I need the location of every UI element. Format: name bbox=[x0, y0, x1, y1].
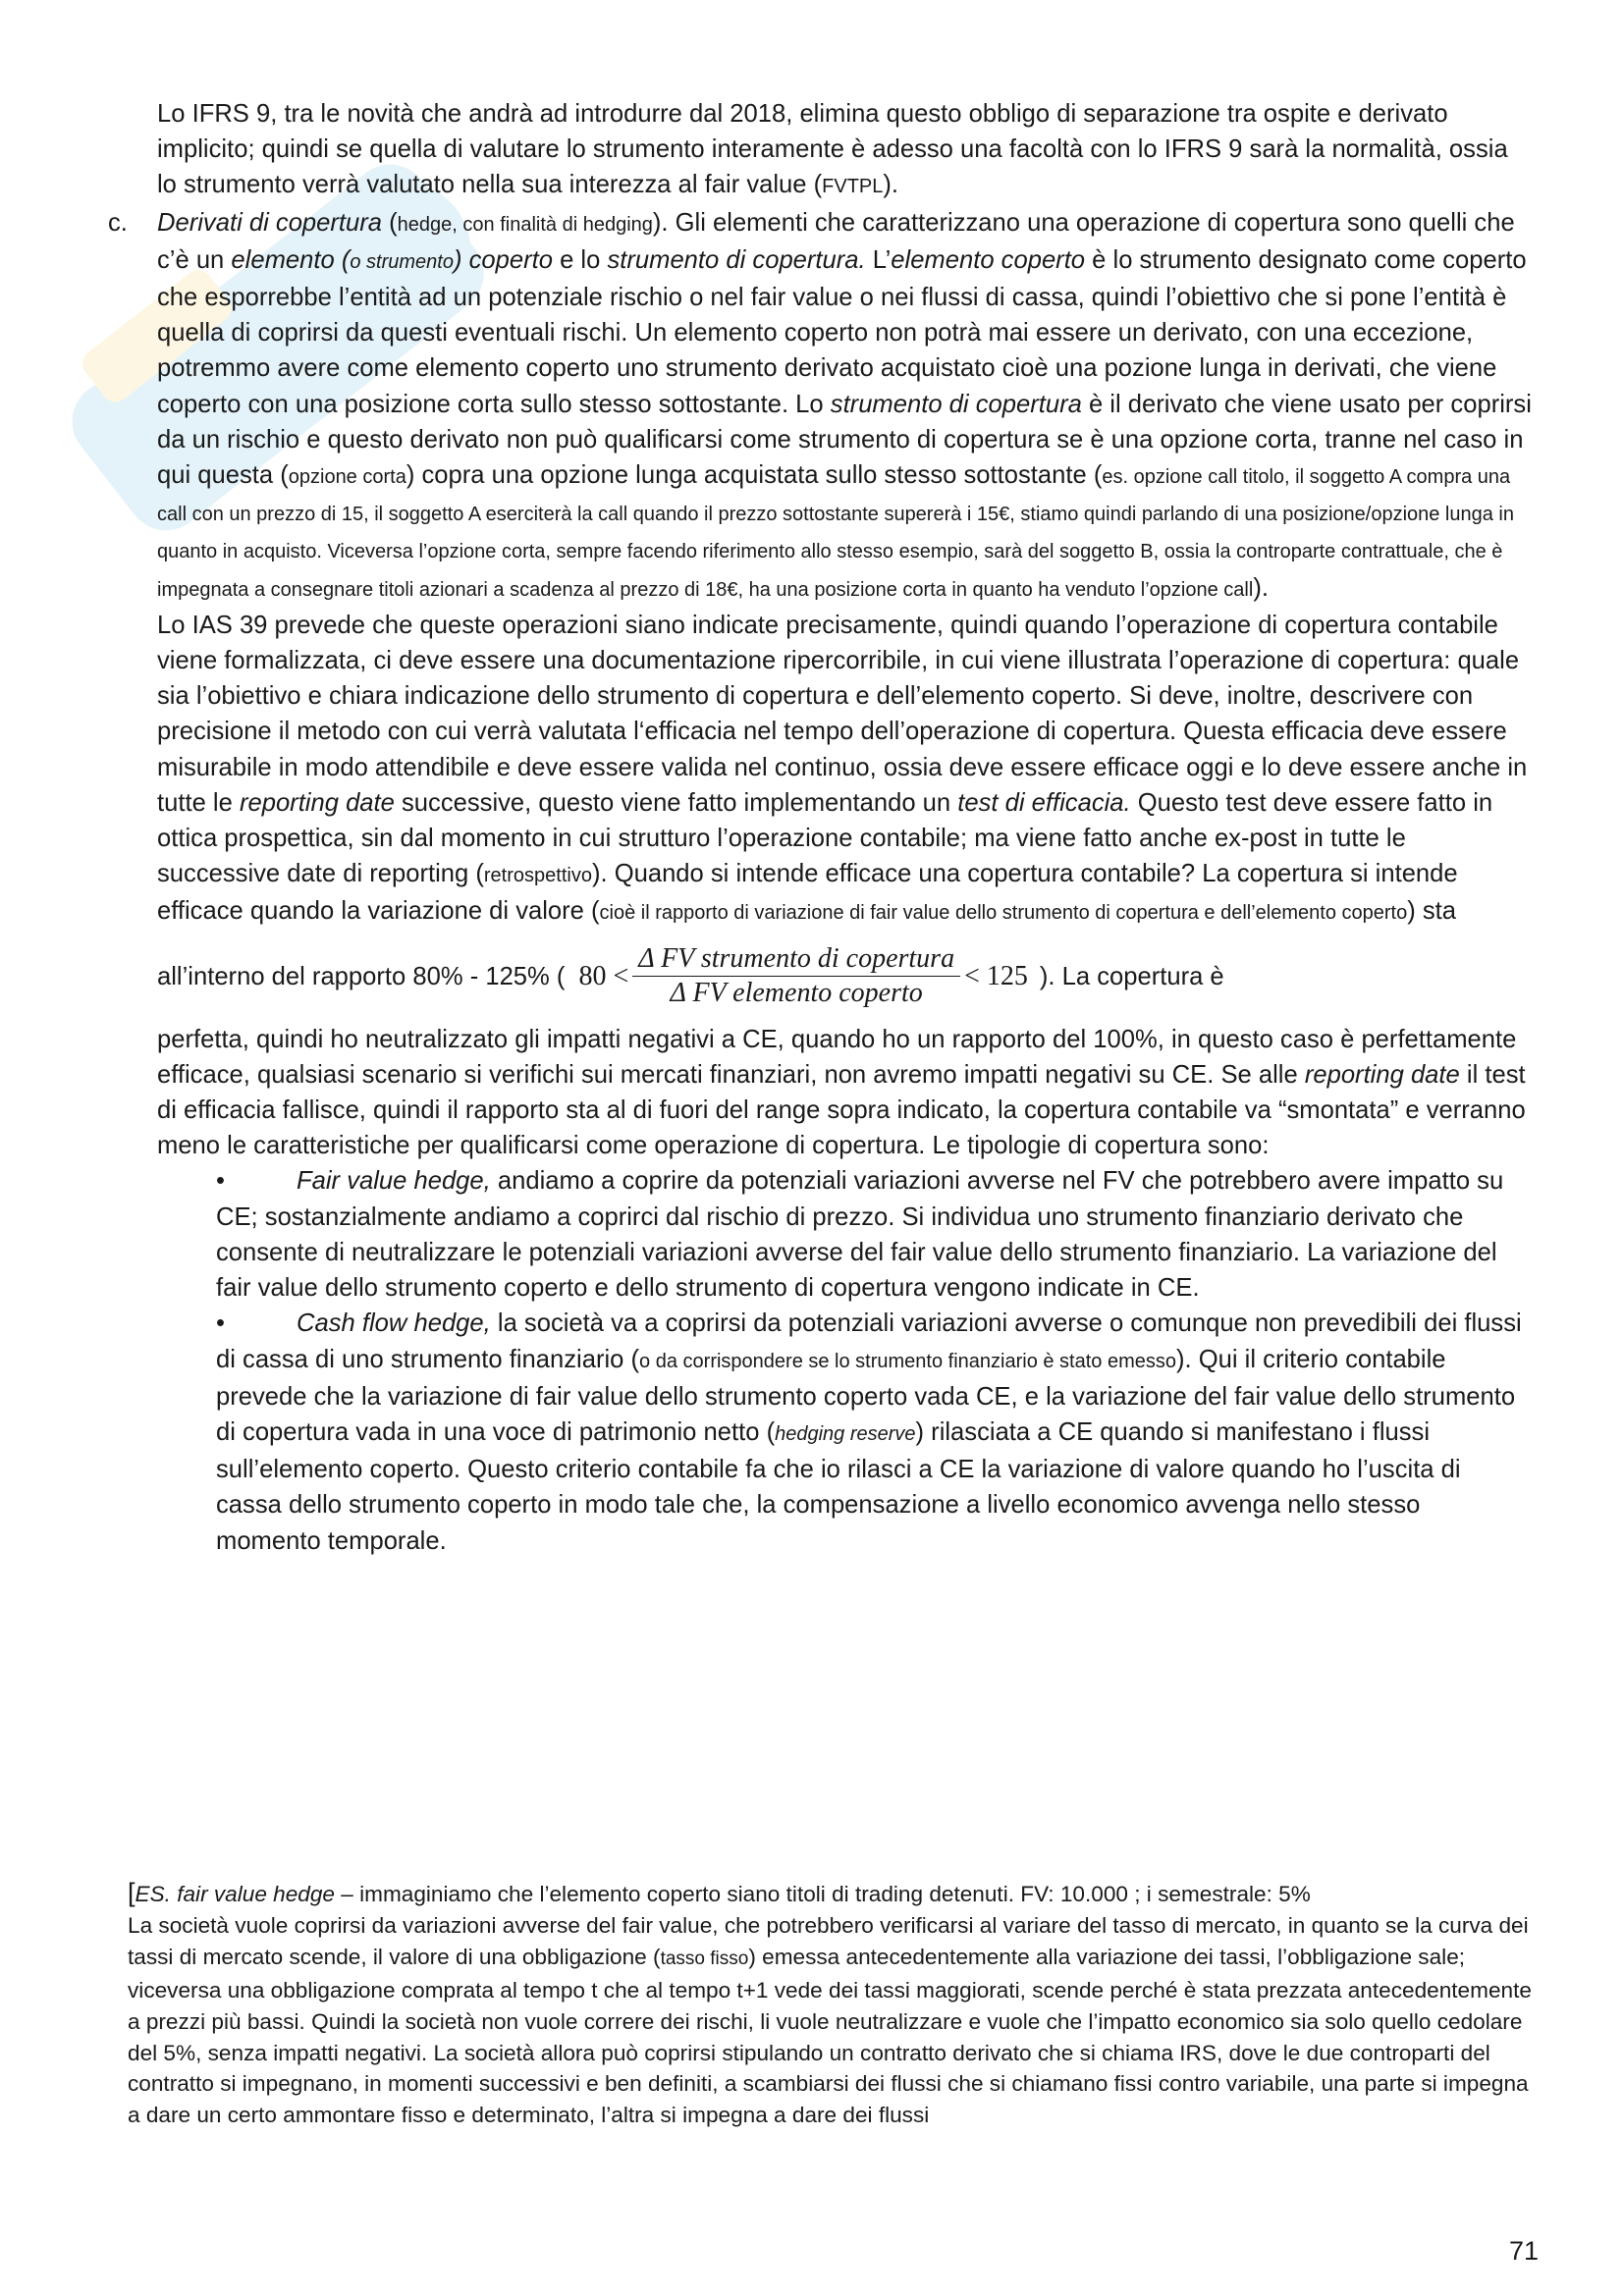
text: è lo strumento designato come coperto che esporrebbe l’entità ad un potenziale rischio o nel fair value o nei flussi di cassa, quindi l’obiettivo che si pone l’entità è quella di coprirsi da questi eventuali rischi. Un elemento coperto non potrà mai essere un derivato, con una eccezione, potremmo avere come elemento coperto uno strumento derivato acquistato cioè una pozione lunga in derivati, che viene coperto con una posizione corta sullo stesso sottostante. Lo bbox=[157, 245, 1527, 418]
formula-denominator: Δ FV elemento coperto bbox=[670, 978, 923, 1009]
formula-numerator: Δ FV strumento di copertura bbox=[632, 942, 960, 977]
small-text: hedge, con finalità di hedging bbox=[397, 213, 653, 236]
bullet-title: Fair value hedge, bbox=[297, 1167, 491, 1196]
text: Questo test deve essere fatto in ottica prospettica, sin dal momento in cui strutturo l’operazione contabile; ma viene fatto anche ex-post in tutte le successive date di reporting ( bbox=[157, 788, 1493, 888]
italic-text: elemento coperto bbox=[891, 245, 1086, 274]
text: L’ bbox=[865, 245, 892, 274]
italic-text: ) coperto bbox=[453, 245, 553, 274]
page-number: 71 bbox=[1509, 2236, 1540, 2266]
small-text: cioè il rapporto di variazione di fair value dello strumento di copertura e dell’elemento coperto bbox=[599, 902, 1408, 925]
paragraph-efficacia bbox=[157, 1022, 1532, 1164]
small-text: retrospettivo bbox=[483, 865, 592, 887]
italic-text: strumento di copertura. bbox=[607, 245, 866, 274]
bullet-title: Cash flow hedge, bbox=[297, 1309, 491, 1338]
bullet-text bbox=[216, 1306, 1532, 1558]
small-text: o strumento bbox=[350, 250, 454, 273]
text: il test di efficacia fallisce, quindi il rapporto sta al di fuori del range sopra indicato, la copertura contabile va “smontata” e verranno meno le caratteristiche per qualificarsi come operazione di copertura. Le tipologie di copertura sono: bbox=[157, 1060, 1526, 1160]
formula-lead-text: all’interno del rapporto 80% - 125% ( bbox=[157, 962, 566, 990]
formula-line bbox=[157, 932, 1532, 1022]
italic-text: test di efficacia. bbox=[957, 788, 1131, 817]
small-text: tasso fisso bbox=[660, 1948, 749, 1969]
item-title: Derivati di copertura bbox=[157, 208, 383, 237]
example-block bbox=[128, 1878, 1532, 2131]
bullet-dot: • bbox=[216, 1167, 225, 1196]
page-body bbox=[108, 96, 1532, 1559]
formula-upper-bound: < 125 bbox=[964, 960, 1028, 991]
formula-fraction bbox=[632, 942, 960, 1010]
italic-text: reporting date bbox=[239, 788, 395, 817]
text: Lo IAS 39 prevede che queste operazioni siano indicate precisamente, quindi quando l’operazione di copertura contabile viene formalizzata, ci deve essere una documentazione ripercorribile, in cui viene illustrata l’operazione di copertura: quale sia l’obiettivo e chiara indicazione dello strumento di copertura e dell’elemento coperto. Si deve, inoltre, descrivere con precisione il metodo con cui verrà valutata l‘efficacia nel tempo dell’operazione di copertura. Questa efficacia deve essere misurabile in modo attendibile e deve essere valida nel continuo, ossia deve essere efficace oggi e lo deve essere anche in tutte le bbox=[157, 611, 1528, 817]
text: ) copra una opzione lunga acquistata sullo stesso sottostante ( bbox=[406, 461, 1103, 490]
small-text: o da corrispondere se lo strumento finanziario è stato emesso bbox=[639, 1350, 1176, 1372]
text: ) sta bbox=[1407, 897, 1457, 926]
paragraph-ifrs9 bbox=[157, 96, 1532, 205]
formula-lower-bound: 80 < bbox=[578, 960, 629, 991]
paragraph-derivati-copertura bbox=[157, 205, 1532, 608]
small-text: opzione corta bbox=[288, 466, 406, 489]
bullet-fair-value-hedge bbox=[157, 1163, 1532, 1306]
example-intro bbox=[128, 1878, 1532, 1910]
paragraph-small-text: FVTPL bbox=[822, 176, 884, 198]
efficacy-formula bbox=[578, 942, 1027, 1010]
text: la società va a coprirsi da potenziali variazioni avverse o comunque non prevedibili dei flussi di cassa di uno strumento finanziario ( bbox=[216, 1309, 1522, 1373]
example-body bbox=[128, 1910, 1532, 2131]
text: ). Gli elementi che caratterizzano una operazione di copertura sono quelli che c’è un bbox=[157, 208, 1515, 274]
paragraph-ias39 bbox=[157, 608, 1532, 932]
bullet-dot: • bbox=[216, 1309, 225, 1338]
list-item-c bbox=[108, 205, 1532, 608]
text: ) rilasciata a CE quando si manifestano i flussi sull’elemento coperto. Questo criterio contabile fa che io rilasci a CE la variazione di valore quando ho l’uscita di cassa dello strumento coperto in modo tale che, la compensazione a livello economico avvenga nello stesso momento temporale. bbox=[216, 1417, 1461, 1555]
text: successive, questo viene fatto implementando un bbox=[394, 788, 958, 817]
text: andiamo a coprire da potenziali variazioni avverse nel FV che potrebbero avere impatto su CE; sostanzialmente andiamo a coprirci dal rischio di prezzo. Si individua uno strumento finanziario derivato che consente di neutralizzare le potenziali variazioni avverse del fair value dello strumento finanziario. La variazione del fair value dello strumento coperto e dello strumento di copertura vengono indicate in CE. bbox=[216, 1167, 1504, 1303]
text: è il derivato che viene usato per coprirsi da un rischio e questo derivato non può qualificarsi come strumento di copertura se è una opzione corta, tranne nel caso in qui questa ( bbox=[157, 390, 1532, 490]
text: ). bbox=[1253, 573, 1269, 602]
italic-text: reporting date bbox=[1304, 1060, 1460, 1089]
list-marker: c. bbox=[108, 208, 128, 237]
italic-text: strumento di copertura bbox=[830, 390, 1082, 418]
bullet-text bbox=[216, 1163, 1532, 1306]
text: perfetta, quindi ho neutralizzato gli impatti negativi a CE, quando ho un rapporto del 100%, in questo caso è perfettamente efficace, qualsiasi scenario si verifichi sui mercati finanziari, non avremo impatti negativi su CE. Se alle bbox=[157, 1025, 1517, 1089]
text: ( bbox=[382, 208, 398, 237]
small-text: hedging reserve bbox=[775, 1422, 916, 1445]
formula-trail-text: ). La copertura è bbox=[1039, 962, 1224, 990]
text: – immaginiamo che l’elemento coperto siano titoli di trading detenuti. FV: 10.000 ; i semestrale: 5% bbox=[335, 1882, 1311, 1906]
paragraph-text: ). bbox=[883, 171, 899, 199]
example-title: ES. fair value hedge bbox=[135, 1882, 335, 1906]
paragraph-text: Lo IFRS 9, tra le novità che andrà ad introdurre dal 2018, elimina questo obbligo di separazione tra ospite e derivato implicito; quindi se quella di valutare lo strumento interamente è adesso una facoltà con lo IFRS 9 sarà la normalità, ossia lo strumento verrà valutato nella sua interezza al fair value ( bbox=[157, 100, 1508, 199]
italic-text: elemento ( bbox=[231, 245, 351, 274]
small-text: es. opzione call titolo, il soggetto A compra una call con un prezzo di 15, il soggetto A eserciterà la call quando il prezzo sottostante supererà i 15€, stiamo quindi parlando di una posizione/opzione lunga in quanto in acquisto. Viceversa l’opzione corta, sempre facendo riferimento allo stesso esempio, sarà del soggetto B, ossia la controparte contrattuale, che è impegnata a consegnare titoli azionari a scadenza al prezzo di 18€, ha una posizione corta in quanto ha venduto l’opzione call bbox=[157, 466, 1514, 601]
text: e lo bbox=[552, 245, 608, 274]
text: La società vuole coprirsi da variazioni avverse del fair value, che potrebbero verificarsi al variare del tasso di mercato, in quanto se la curva dei tassi di mercato scende, il valore di una obbligazione ( bbox=[128, 1912, 1529, 1969]
bracket: [ bbox=[128, 1878, 135, 1907]
text: ). Quando si intende efficace una copertura contabile? La copertura si intende efficace quando la variazione di valore ( bbox=[157, 860, 1458, 926]
text: ). Qui il criterio contabile prevede che la variazione di fair value dello strumento coperto vada CE, e la variazione del fair value dello strumento di copertura vada in una voce di patrimonio netto ( bbox=[216, 1345, 1516, 1446]
text: ) emessa antecedentemente alla variazione dei tassi, l’obbligazione sale; viceversa una obbligazione comprata al tempo t che al tempo t+1 vede dei tassi maggiorati, scende perché è stata prezzata antecedentemente a prezzi più bassi. Quindi la società non vuole correre dei rischi, li vuole neutralizzare e vuole che l’impatto economico sia solo quello cedolare del 5%, senza impatti negativi. La società allora può coprirsi stipulando un contratto derivato che si chiama IRS, dove le due controparti del contratto si impegnano, in momenti successivi e ben definiti, a scambiarsi dei flussi che si chiamano fissi contro variabile, una parte si impegna a dare un certo ammontare fisso e determinato, l’altra si impegna a dare dei flussi bbox=[128, 1944, 1532, 2128]
bullet-cash-flow-hedge bbox=[157, 1306, 1532, 1558]
